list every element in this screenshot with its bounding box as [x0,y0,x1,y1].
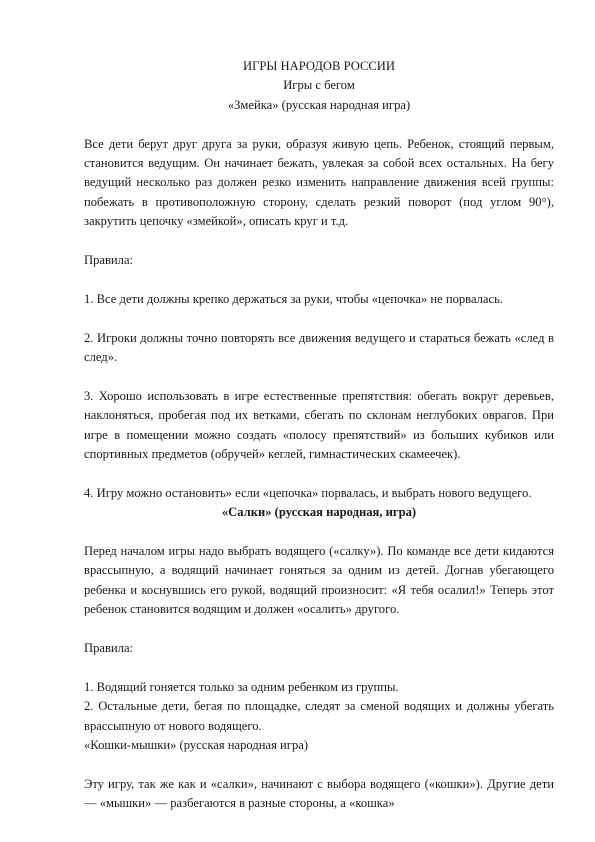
rule-item: 2. Игроки должны точно повторять все движения ведущего и стараться бежать «след в след». [84,330,554,365]
rule-item: 4. Игру можно остановить» если «цепочка» порвалась, и выбрать нового ведущего. [84,485,532,500]
game-description-zmeyka: Все дети берут друг друга за руки, образуя живую цепь. Ребенок, стоящий первым, становится ведущим. Он начинает бежать, увлекая за собой всех остальных. На бегу ведущий несколько раз должен резко изменить направление движения всей группы: побежать в противоположную сторону, сделать резкий поворот (под углом 90°), закрутить цепочку «змейкой», описать круг и т.д. [84,136,554,229]
game-description-koshki-myshki: Эту игру, так же как и «салки», начинают с выбора водящего («кошки»). Другие дети — «мышки» — разбегаются в разные стороны, а «кошка» [84,776,554,811]
rule-item: 1. Водящий гоняется только за одним ребенком из группы. [84,679,399,694]
game-heading-koshki-myshki: «Кошки-мышки» (русская народная игра) [84,738,309,753]
game-description-salki: Перед началом игры надо выбрать водящего («салку»). По команде все дети кидаются врассыпную, а водящий начинает гоняться за одним из детей. Догнав убегающего ребенка и коснувшись его рукой, водящий произносит: «Я тебя осалил!» Теперь этот ребенок становится водящим и должен «осалить» другого. [84,544,554,617]
document-title: ИГРЫ НАРОДОВ РОССИИ [243,59,395,73]
rules-label-zmeyka: Правила: [84,253,134,268]
game-heading-salki: «Салки» (русская народная, игра) [221,505,417,520]
rule-item: 2. Остальные дети, бегая по площадке, следят за сменой водящих и должны убегать врассыпную от нового водящего. [84,699,554,733]
document-body [84,57,554,814]
rule-item: 1. Все дети должны крепко держаться за руки, чтобы «цепочка» не порвалась. [84,291,504,306]
game-heading-zmeyka: «Змейка» (русская народная игра) [227,97,411,112]
rules-label-salki: Правила: [84,641,134,656]
rule-item: 3. Хорошо использовать в игре естественные препятствия: обегать вокруг деревьев, наклоняться, пробегая под их ветками, сбегать по склонам неглубоких оврагов. При игре в помещении можно создать «полосу препятствий» из больших кубиков или спортивных предметов (обручей» кеглей, гимнастических скамеечек). [84,388,554,462]
section-subtitle: Игры с бегом [283,78,355,93]
